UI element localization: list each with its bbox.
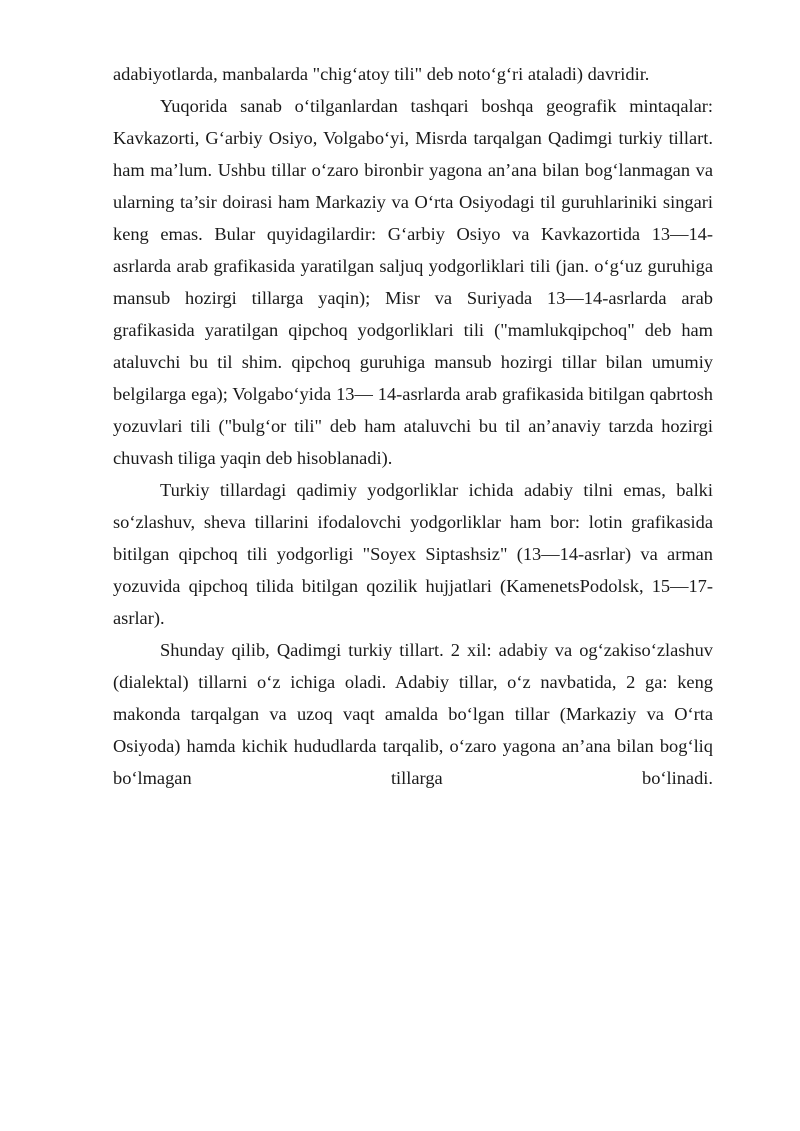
paragraph-1: adabiyotlarda, manbalarda "chig‘atoy tili" deb noto‘g‘ri ataladi) davridir.: [113, 64, 650, 84]
paragraph-3: Turkiy tillardagi qadimiy yodgorliklar ichida adabiy tilni emas, balki so‘zlashuv, sheva tillarini ifodalovchi yodgorliklar ham bor: lotin grafikasida bitilgan qipchoq tili yodgorligi "Soyex Siptashsiz" (13—14-asrlar) va arman yozuvida qipchoq tilida bitilgan qozilik hujjatlari (KamenetsPodolsk, 15—17-asrlar).: [113, 480, 713, 628]
paragraph-2: Yuqorida sanab o‘tilganlardan tashqari boshqa geografik mintaqalar: Kavkazorti, G‘arbiy Osiyo, Volgabo‘yi, Misrda tarqalgan Qadimgi turkiy tillart. ham ma’lum. Ushbu tillar o‘zaro bironbir yagona an’ana bilan bog‘lanmagan va ularning ta’sir doirasi ham Markaziy va O‘rta Osiyodagi til guruhlariniki singari keng emas. Bular quyidagilardir: G‘arbiy Osiyo va Kavkazortida 13—14-asrlarda arab grafikasida yaratilgan saljuq yodgorliklari tili (jan. o‘g‘uz guruhiga mansub hozirgi tillarga yaqin); Misr va Suriyada 13—14-asrlarda arab grafikasida yaratilgan qipchoq yodgorliklari tili ("mamlukqipchoq" deb ham ataluvchi bu til shim. qipchoq guruhiga mansub hozirgi tillar bilan umumiy belgilarga ega); Volgabo‘yida 13— 14-asrlarda arab grafikasida bitilgan qabrtosh yozuvlari tili ("bulg‘or tili" deb ham ataluvchi bu til an’anaviy tarzda hozirgi chuvash tiliga yaqin deb hisoblanadi).: [113, 96, 713, 468]
paragraph-4: Shunday qilib, Qadimgi turkiy tillart. 2 xil: adabiy va og‘zakiso‘zlashuv (dialektal) tillarni o‘z ichiga oladi. Adabiy tillar, o‘z navbatida, 2 ga: keng makonda tarqalgan va uzoq vaqt amalda bo‘lgan tillar (Markaziy va O‘rta Osiyoda) hamda kichik hududlarda tarqalib, o‘zaro yagona an’ana bilan bog‘liq bo‘lmagan tillarga bo‘linadi.: [113, 640, 713, 788]
document-page: [113, 58, 713, 794]
